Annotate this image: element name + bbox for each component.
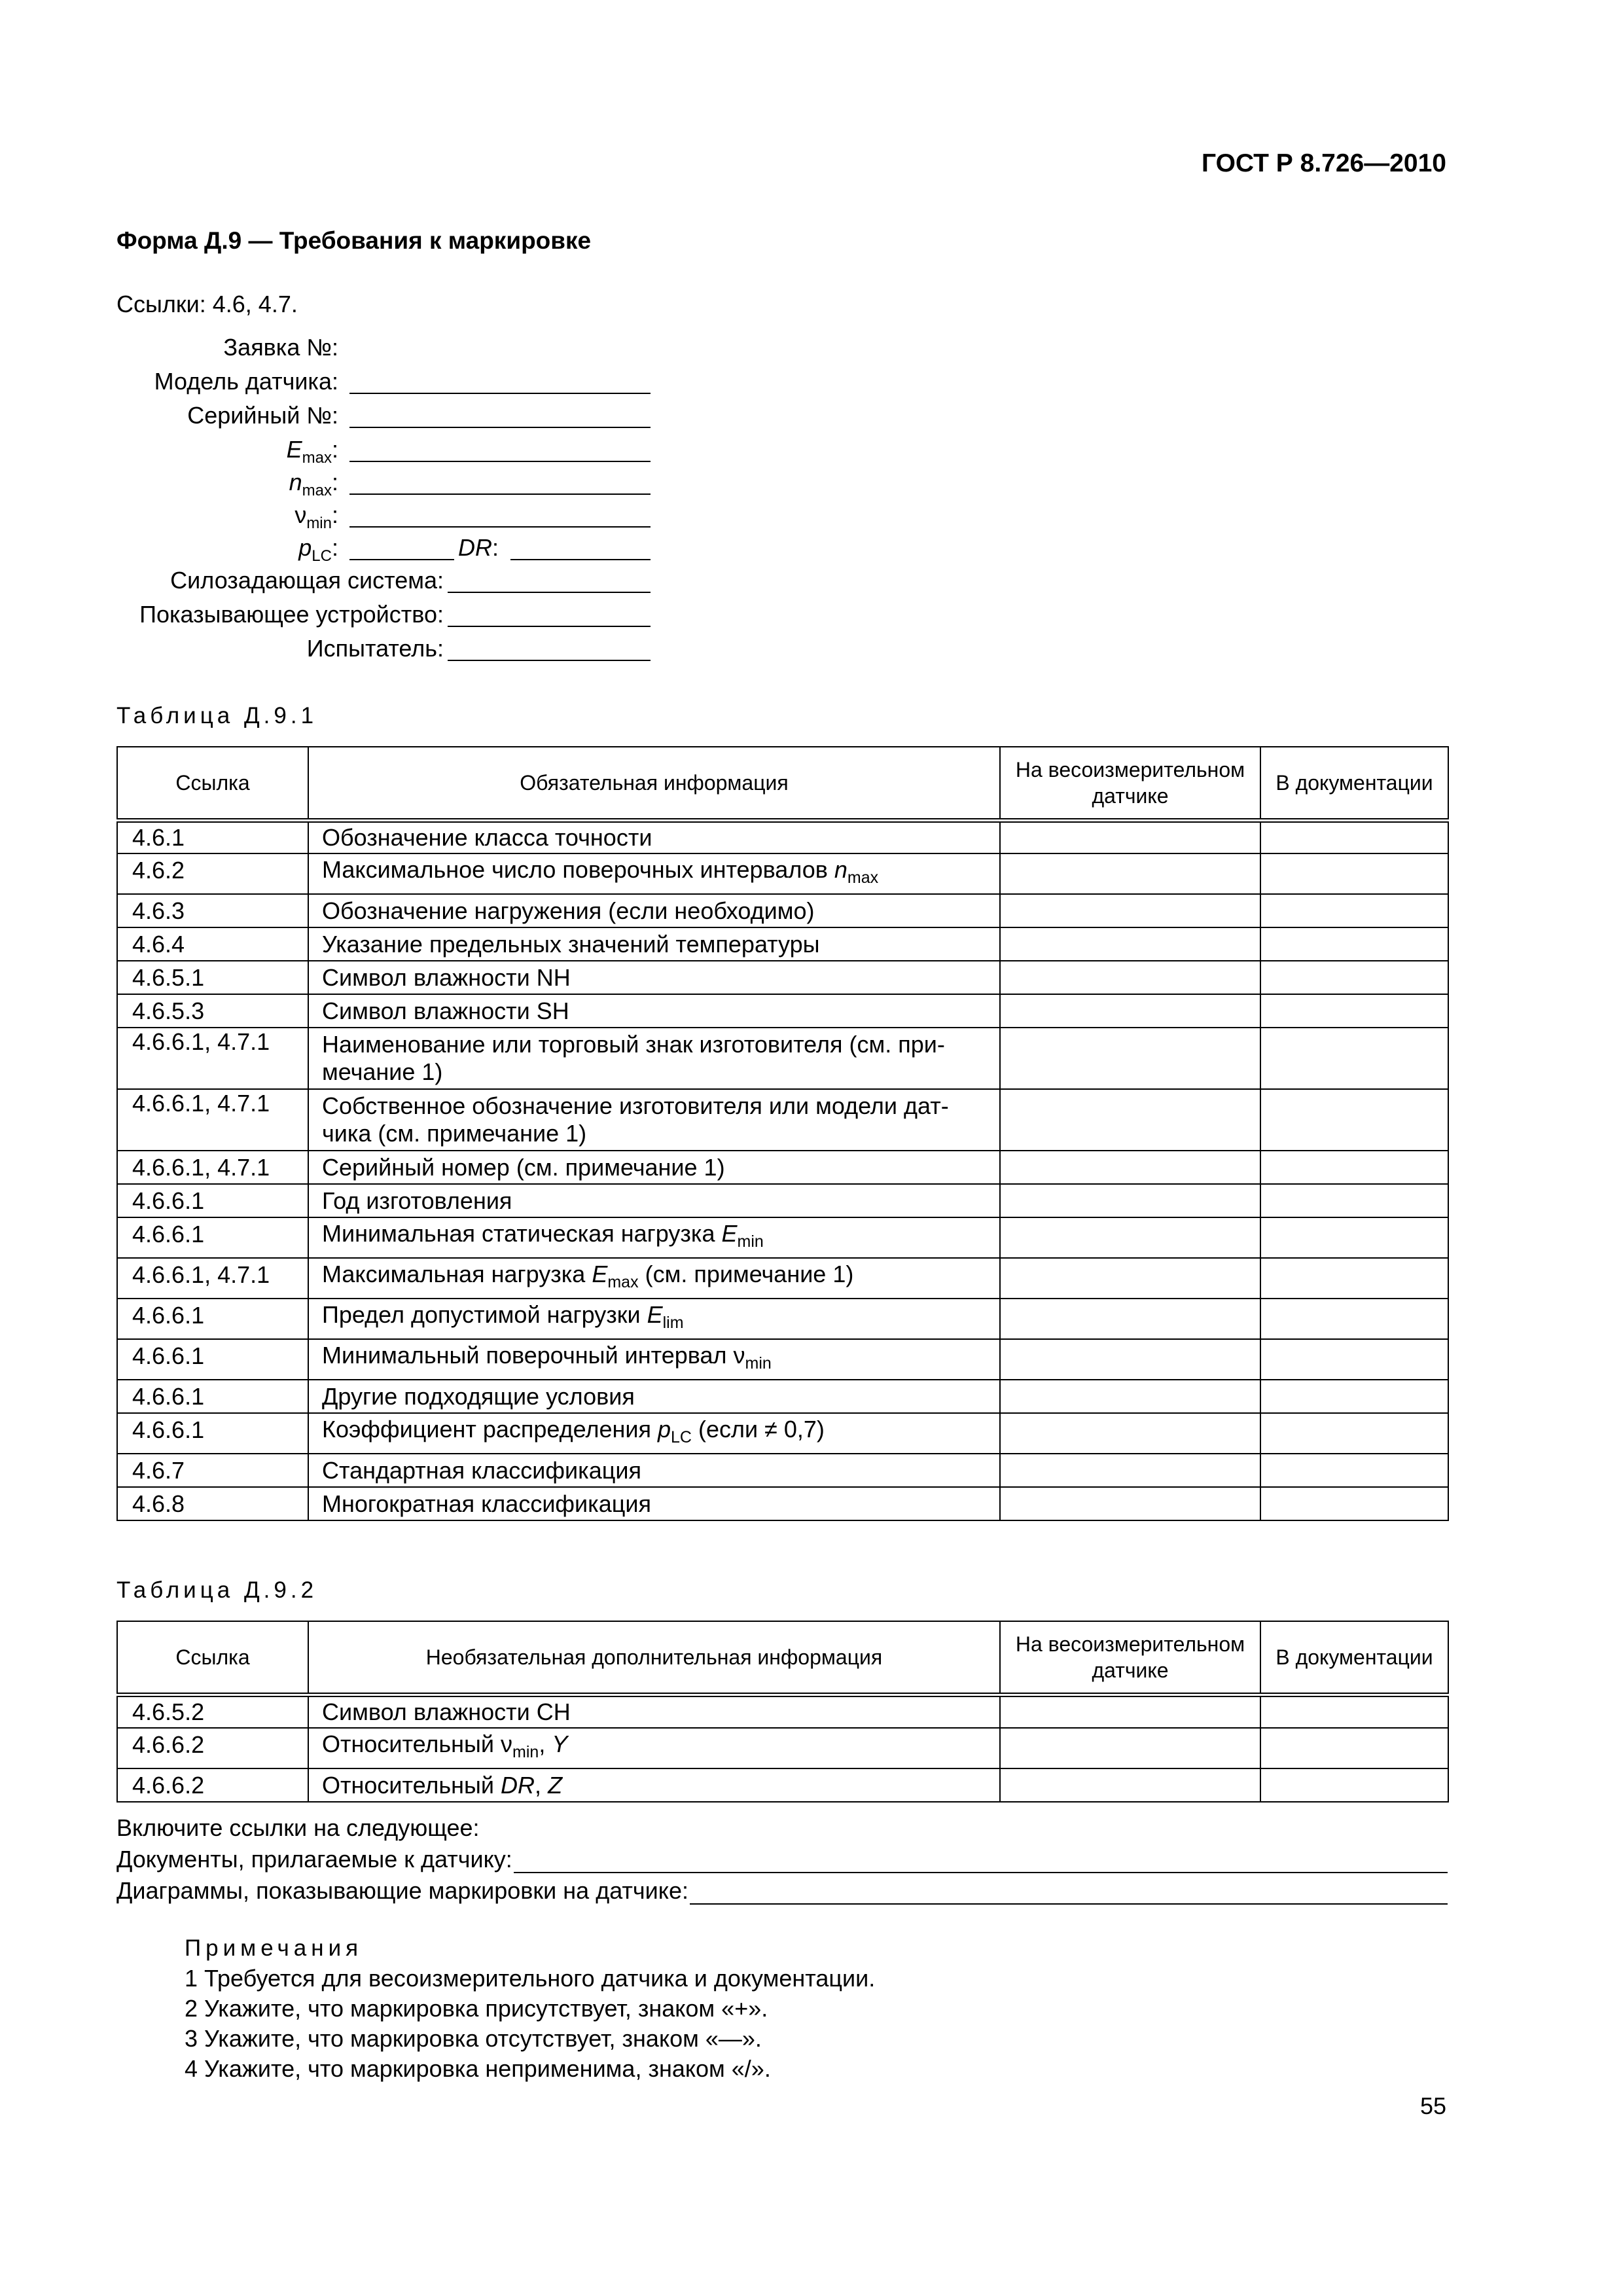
field-load-system: [0, 567, 1623, 601]
load-system-input-line[interactable]: [448, 567, 651, 593]
table-header-row: [117, 747, 1448, 820]
field-vmin: [0, 501, 1623, 535]
tester-input-line[interactable]: [448, 635, 651, 661]
on-sensor-cell[interactable]: [1000, 1184, 1260, 1217]
info-text: Наименование или торговый знак изготовителя (см. при-: [322, 1031, 945, 1058]
info-tail-symbol: Z: [548, 1771, 563, 1799]
serial-input-line[interactable]: [349, 402, 651, 428]
info-text: Многократная классификация: [322, 1490, 651, 1517]
ref-cell: 4.6.6.1: [117, 1184, 308, 1217]
ref-cell: 4.6.6.2: [117, 1728, 308, 1768]
header-info: Обязательная информация: [308, 747, 1000, 820]
diagrams-label: Диаграммы, показывающие маркировки на датчике:: [116, 1877, 688, 1904]
include-intro-text: Включите ссылки на следующее:: [116, 1814, 480, 1841]
ref-cell: 4.6.5.2: [117, 1695, 308, 1728]
in-docs-cell[interactable]: [1260, 853, 1448, 894]
on-sensor-cell[interactable]: [1000, 994, 1260, 1028]
on-sensor-cell[interactable]: [1000, 1768, 1260, 1802]
field-emax: [0, 436, 1623, 470]
on-sensor-cell[interactable]: [1000, 894, 1260, 927]
info-text: Предел допустимой нагрузки: [322, 1301, 647, 1328]
info-text: Стандартная классификация: [322, 1456, 641, 1484]
ref-cell: 4.6.3: [117, 894, 308, 927]
on-sensor-cell[interactable]: [1000, 853, 1260, 894]
table-body: [117, 1695, 1448, 1802]
header-info: Необязательная дополнительная информация: [308, 1621, 1000, 1695]
info-tail-symbol: Y: [552, 1731, 568, 1757]
note-item: 1 Требуется для весоизмерительного датчика и документации.: [185, 1965, 876, 1992]
model-input-line[interactable]: [349, 368, 651, 394]
header-in-docs: В документации: [1260, 1621, 1448, 1695]
info-cell: [308, 927, 1000, 961]
table1-caption: Таблица Д.9.1: [116, 703, 318, 728]
in-docs-cell[interactable]: [1260, 1299, 1448, 1339]
info-cell: [308, 894, 1000, 927]
symbol: ν: [501, 1731, 513, 1757]
info-cell: [308, 1217, 1000, 1258]
info-text: Обозначение нагружения (если необходимо): [322, 897, 815, 924]
field-label: Показывающее устройство:: [139, 601, 444, 628]
on-sensor-cell[interactable]: [1000, 1487, 1260, 1520]
info-text: Коэффициент распределения: [322, 1416, 658, 1443]
ref-cell: 4.6.6.2: [117, 1768, 308, 1802]
note-item: 2 Укажите, что маркировка присутствует, знаком «+».: [185, 1995, 768, 2022]
field-indicator: [0, 601, 1623, 635]
info-text: Минимальная статическая нагрузка: [322, 1220, 722, 1247]
header-ref: Ссылка: [117, 1621, 308, 1695]
header-ref: Ссылка: [117, 747, 308, 820]
in-docs-cell[interactable]: [1260, 1339, 1448, 1380]
symbol: E: [721, 1220, 738, 1247]
info-text: Собственное обозначение изготовителя или модели дат-: [322, 1092, 949, 1119]
field-tester: [0, 635, 1623, 669]
in-docs-cell[interactable]: [1260, 1258, 1448, 1299]
info-text: Серийный номер (см. примечание 1): [322, 1153, 725, 1181]
symbol: n: [834, 856, 847, 883]
in-docs-cell[interactable]: [1260, 994, 1448, 1028]
in-docs-cell[interactable]: [1260, 1151, 1448, 1184]
on-sensor-cell[interactable]: [1000, 1413, 1260, 1454]
ref-cell: 4.6.6.1, 4.7.1: [117, 1258, 308, 1299]
ref-cell: 4.6.6.1: [117, 1339, 308, 1380]
in-docs-cell[interactable]: [1260, 1413, 1448, 1454]
ref-cell: 4.6.6.1, 4.7.1: [117, 1089, 308, 1151]
table-row: [117, 1380, 1448, 1413]
table-row: [117, 853, 1448, 894]
header-in-docs: В документации: [1260, 747, 1448, 820]
symbol-subscript: min: [512, 1743, 539, 1761]
on-sensor-cell[interactable]: [1000, 1454, 1260, 1487]
diagrams-input-line[interactable]: [690, 1878, 1448, 1905]
info-cell: [308, 1695, 1000, 1728]
table-d92: [116, 1621, 1449, 1803]
on-sensor-cell[interactable]: [1000, 961, 1260, 994]
ref-cell: 4.6.4: [117, 927, 308, 961]
field-label: Силозадающая система:: [170, 567, 444, 594]
table-body: [117, 820, 1448, 1520]
field-label: $n_{max}$:: [289, 469, 338, 499]
nmax-input-line[interactable]: [349, 469, 651, 495]
info-text: Указание предельных значений температуры: [322, 930, 820, 958]
include-references: [116, 1810, 1448, 1905]
plc-input-line[interactable]: [349, 534, 454, 560]
info-text: Год изготовления: [322, 1187, 512, 1214]
field-label: $\nu_{min}$:: [294, 501, 338, 532]
in-docs-cell[interactable]: [1260, 820, 1448, 853]
symbol: p: [657, 1416, 671, 1443]
symbol: DR: [501, 1771, 535, 1799]
documents-label: Документы, прилагаемые к датчику:: [116, 1846, 512, 1873]
symbol: ν: [733, 1342, 745, 1369]
table-row: [117, 961, 1448, 994]
info-tail: (см. примечание 1): [638, 1261, 854, 1287]
table-row: [117, 1299, 1448, 1339]
dr-input-line[interactable]: [510, 534, 651, 560]
notes-title: Примечания: [185, 1935, 363, 1961]
field-request: [0, 334, 1623, 368]
info-tail: ,: [539, 1731, 552, 1757]
references-line: Ссылки: 4.6, 4.7.: [116, 291, 298, 317]
vmin-input-line[interactable]: [349, 501, 651, 528]
emax-input-line[interactable]: [349, 436, 651, 462]
on-sensor-cell[interactable]: [1000, 1339, 1260, 1380]
table-row: [117, 1339, 1448, 1380]
table2-caption: Таблица Д.9.2: [116, 1577, 318, 1603]
table-header-row: [117, 1621, 1448, 1695]
info-cell: [308, 1380, 1000, 1413]
symbol-subscript: min: [745, 1354, 772, 1372]
field-label: Серийный №:: [187, 402, 338, 429]
ref-cell: 4.6.6.1: [117, 1299, 308, 1339]
ref-cell: 4.6.8: [117, 1487, 308, 1520]
symbol-subscript: max: [847, 869, 879, 887]
field-label: $p_{LC}$:: [298, 534, 338, 565]
standard-header: ГОСТ Р 8.726—2010: [1202, 149, 1446, 177]
include-intro: [116, 1810, 1448, 1842]
ref-cell: 4.6.5.1: [117, 961, 308, 994]
field-plc-dr: [0, 534, 1623, 568]
info-text: Другие подходящие условия: [322, 1382, 635, 1410]
info-text-cont: чика (см. примечание 1): [322, 1120, 587, 1147]
table-row: [117, 1184, 1448, 1217]
symbol: E: [647, 1301, 663, 1328]
include-documents: [116, 1842, 1448, 1873]
in-docs-cell[interactable]: [1260, 1768, 1448, 1802]
ref-cell: 4.6.6.1, 4.7.1: [117, 1028, 308, 1089]
on-sensor-cell[interactable]: [1000, 1695, 1260, 1728]
include-diagrams: [116, 1873, 1448, 1905]
table-row: [117, 1695, 1448, 1728]
on-sensor-cell[interactable]: [1000, 1028, 1260, 1089]
ref-cell: 4.6.5.3: [117, 994, 308, 1028]
table-row: [117, 1151, 1448, 1184]
ref-cell: 4.6.6.1: [117, 1413, 308, 1454]
in-docs-cell[interactable]: [1260, 1487, 1448, 1520]
field-serial: [0, 402, 1623, 436]
on-sensor-cell[interactable]: [1000, 820, 1260, 853]
in-docs-cell[interactable]: [1260, 1728, 1448, 1768]
info-cell: [308, 1454, 1000, 1487]
info-text: Символ влажности NH: [322, 963, 571, 991]
on-sensor-cell[interactable]: [1000, 927, 1260, 961]
info-tail: ,: [535, 1771, 548, 1799]
info-cell: [308, 961, 1000, 994]
info-tail: (если ≠ 0,7): [691, 1416, 825, 1443]
table-row: [117, 1728, 1448, 1768]
in-docs-cell[interactable]: [1260, 961, 1448, 994]
on-sensor-cell[interactable]: [1000, 1217, 1260, 1258]
documents-input-line[interactable]: [514, 1847, 1448, 1873]
table-row: [117, 894, 1448, 927]
table-row: [117, 1454, 1448, 1487]
symbol-subscript: max: [607, 1273, 639, 1291]
info-cell: [308, 1299, 1000, 1339]
in-docs-cell[interactable]: [1260, 894, 1448, 927]
table-row: [117, 927, 1448, 961]
ref-cell: 4.6.1: [117, 820, 308, 853]
ref-cell: 4.6.6.1, 4.7.1: [117, 1151, 308, 1184]
table-row: [117, 1768, 1448, 1802]
info-text: Символ влажности CH: [322, 1698, 571, 1725]
ref-cell: 4.6.2: [117, 853, 308, 894]
info-cell: [308, 1089, 1000, 1151]
on-sensor-cell[interactable]: [1000, 1728, 1260, 1768]
on-sensor-cell[interactable]: [1000, 1299, 1260, 1339]
in-docs-cell[interactable]: [1260, 1380, 1448, 1413]
field-nmax: [0, 469, 1623, 503]
info-text: Минимальный поверочный интервал: [322, 1342, 734, 1369]
ref-cell: 4.6.7: [117, 1454, 308, 1487]
info-cell: [308, 1258, 1000, 1299]
in-docs-cell[interactable]: [1260, 1028, 1448, 1089]
info-text: Относительный: [322, 1731, 501, 1757]
table-row: [117, 1217, 1448, 1258]
info-text: Обозначение класса точности: [322, 823, 652, 851]
symbol-subscript: LC: [671, 1428, 692, 1446]
table-row: [117, 1487, 1448, 1520]
table-row: [117, 1028, 1448, 1089]
on-sensor-cell[interactable]: [1000, 1258, 1260, 1299]
info-cell: [308, 1151, 1000, 1184]
in-docs-cell[interactable]: [1260, 1184, 1448, 1217]
table-row: [117, 1089, 1448, 1151]
info-text: Максимальное число поверочных интервалов: [322, 856, 834, 883]
field-label: Испытатель:: [306, 635, 444, 662]
table-d91: [116, 746, 1449, 1521]
table-row: [117, 994, 1448, 1028]
in-docs-cell[interactable]: [1260, 1454, 1448, 1487]
ref-cell: 4.6.6.1: [117, 1217, 308, 1258]
header-on-sensor: На весоизмерительном датчике: [1000, 747, 1260, 820]
on-sensor-cell[interactable]: [1000, 1089, 1260, 1151]
info-cell: [308, 1728, 1000, 1768]
ref-cell: 4.6.6.1: [117, 1380, 308, 1413]
in-docs-cell[interactable]: [1260, 1217, 1448, 1258]
info-cell: [308, 1413, 1000, 1454]
field-label: Заявка №:: [223, 334, 338, 361]
table-row: [117, 820, 1448, 853]
info-text: Относительный: [322, 1771, 501, 1799]
dr-label: DR:: [458, 534, 499, 561]
info-cell: [308, 1768, 1000, 1802]
symbol-subscript: lim: [662, 1314, 684, 1332]
note-item: 3 Укажите, что маркировка отсутствует, знаком «—».: [185, 2025, 762, 2052]
in-docs-cell[interactable]: [1260, 1089, 1448, 1151]
field-model: [0, 368, 1623, 402]
info-text-cont: мечание 1): [322, 1058, 443, 1085]
info-cell: [308, 1339, 1000, 1380]
on-sensor-cell[interactable]: [1000, 1380, 1260, 1413]
field-label: $E_{max}$:: [286, 436, 338, 467]
info-cell: [308, 853, 1000, 894]
table-row: [117, 1258, 1448, 1299]
note-item: 4 Укажите, что маркировка неприменима, знаком «/».: [185, 2055, 771, 2082]
indicator-input-line[interactable]: [448, 601, 651, 627]
header-on-sensor: На весоизмерительном датчике: [1000, 1621, 1260, 1695]
notes: [185, 1933, 875, 2084]
info-cell: [308, 994, 1000, 1028]
info-cell: [308, 1487, 1000, 1520]
info-text: Символ влажности SH: [322, 997, 569, 1024]
symbol-subscript: min: [737, 1232, 764, 1251]
info-text: Максимальная нагрузка: [322, 1261, 592, 1287]
field-label: Модель датчика:: [154, 368, 338, 395]
in-docs-cell[interactable]: [1260, 1695, 1448, 1728]
form-title: Форма Д.9 — Требования к маркировке: [116, 227, 592, 254]
in-docs-cell[interactable]: [1260, 927, 1448, 961]
table-row: [117, 1413, 1448, 1454]
page-number: 55: [1419, 2092, 1446, 2119]
on-sensor-cell[interactable]: [1000, 1151, 1260, 1184]
info-cell: [308, 1028, 1000, 1089]
info-cell: [308, 820, 1000, 853]
info-cell: [308, 1184, 1000, 1217]
symbol: E: [592, 1261, 608, 1287]
